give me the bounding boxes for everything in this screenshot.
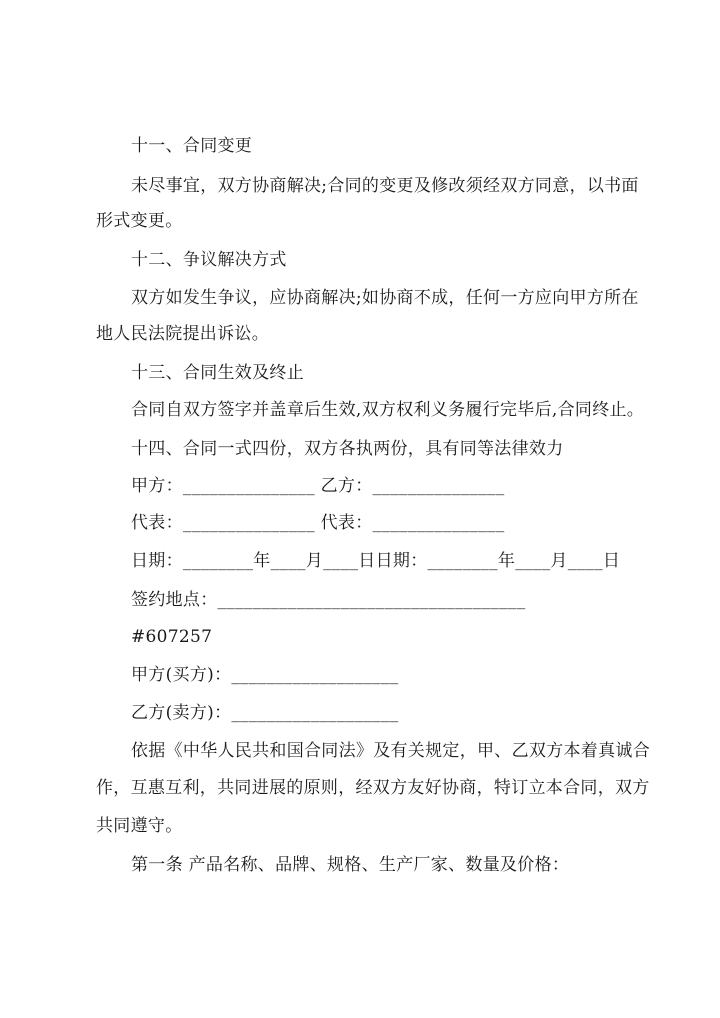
intro-line-3: 共同遵守。 [96,816,183,836]
signature-date-line: 日期：________年____月____日日期：________年____月____日 [131,551,621,571]
signature-party-line: 甲方：_______________ 乙方：_______________ [131,476,505,496]
section-12-body-line-2: 地人民法院提出诉讼。 [96,324,269,344]
intro-line-2: 作，互惠互利，共同进展的原则，经双方友好协商，特订立本合同，双方 [96,778,650,798]
section-11-title: 十一、合同变更 [131,136,253,156]
buyer-line: 甲方(买方)：___________________ [131,665,399,685]
section-12-body-line-1: 双方如发生争议，应协商解决;如协商不成，任何一方应向甲方所在 [131,288,639,308]
article-1-title: 第一条 产品名称、品牌、规格、生产厂家、数量及价格： [131,855,570,875]
intro-line-1: 依据《中华人民共和国合同法》及有关规定，甲、乙双方本着真诚合 [131,741,650,761]
section-11-body-line-1: 未尽事宜，双方协商解决;合同的变更及修改须经双方同意，以书面 [131,176,639,196]
section-13-body-line-1: 合同自双方签字并盖章后生效,双方权利义务履行完毕后,合同终止。 [131,400,645,420]
section-14-title: 十四、合同一式四份，双方各执两份，具有同等法律效力 [131,439,564,459]
seller-line: 乙方(卖方)：___________________ [131,703,399,723]
document-number: #607257 [131,627,213,647]
section-13-title: 十三、合同生效及终止 [131,363,304,383]
signing-place-line: 签约地点：___________________________________ [131,590,526,610]
section-12-title: 十二、争议解决方式 [131,250,287,270]
section-11-body-line-2: 形式变更。 [96,211,183,231]
signature-representative-line: 代表：_______________ 代表：_______________ [131,513,505,533]
